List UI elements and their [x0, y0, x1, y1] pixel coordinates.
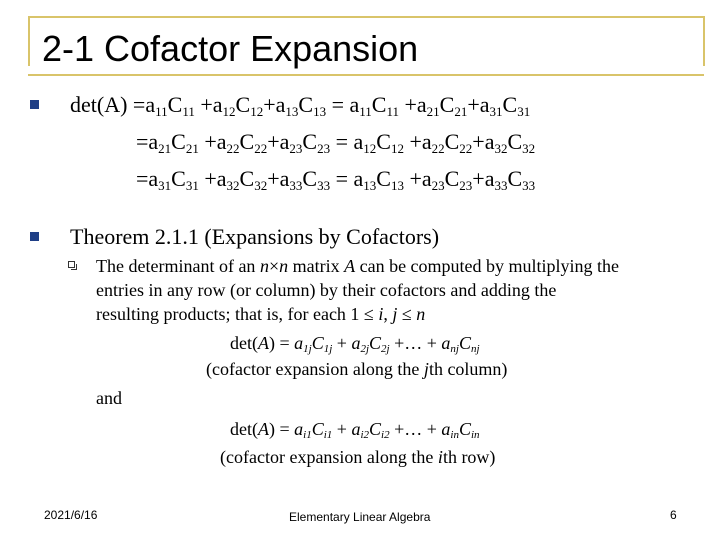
- title-frame-left: [28, 16, 30, 66]
- title-frame-right: [703, 16, 705, 66]
- theorem-text-2: entries in any row (or column) by their cofactors and adding the: [96, 280, 557, 300]
- column-expansion-note: (cofactor expansion along the jth column): [206, 359, 508, 379]
- and-text: and: [96, 388, 122, 408]
- theorem-text-line-3: [96, 302, 425, 326]
- sub-bullet-checkbox-icon: [68, 261, 75, 268]
- slide-title: 2-1 Cofactor Expansion: [42, 28, 419, 69]
- theorem-text-3: resulting products; that is, for each 1 ≤ i, j ≤ n: [96, 304, 426, 324]
- title-underline: [28, 74, 704, 76]
- det-expansion-line-3: [136, 166, 535, 192]
- row-expansion-formula: [230, 418, 480, 440]
- theorem-text-1: The determinant of an n×n matrix A can be computed by multiplying the: [96, 256, 620, 276]
- theorem-text-line-1: [96, 254, 619, 278]
- bullet-square-2: [30, 232, 39, 241]
- det-line-1-text: $\det(A) =a_{11}C_{11} +a_{12}C_{12}+a_{13}C_{13} = a_{11}C_{11} +a_{21}C_{21}+a_{31}C_{31}$: [70, 92, 531, 119]
- footer-title: Elementary Linear Algebra: [289, 510, 431, 524]
- formula-2-text: $\det(A) = a_{i1}C_{i1} + a_{i2}C_{i2}$ +… + $a_{in}C_{in}$: [230, 419, 480, 441]
- column-expansion-formula: [230, 332, 480, 354]
- theorem-text-line-2: [96, 278, 556, 302]
- theorem-heading: Theorem 2.1.1 (Expansions by Cofactors): [70, 224, 440, 249]
- page-number: 6: [670, 508, 677, 522]
- footer-date: 2021/6/16: [44, 508, 98, 522]
- det-expansion-line-2: [136, 129, 535, 155]
- bullet-square-1: [30, 100, 39, 109]
- det-line-3-text: $=a_{31}C_{31} +a_{32}C_{32}+a_{33}C_{33} = a_{13}C_{13} +a_{23}C_{23}+a_{33}C_{33}$: [136, 166, 536, 193]
- formula-1-text: $\det(A) = a_{1j}C_{1j} + a_{2j}C_{2j}$ +… + $a_{nj}C_{nj}$: [230, 333, 480, 355]
- det-expansion-line-1: [70, 92, 530, 118]
- row-expansion-note: (cofactor expansion along the ith row): [220, 447, 496, 467]
- det-line-2-text: $=a_{21}C_{21} +a_{22}C_{22}+a_{23}C_{23} = a_{12}C_{12} +a_{22}C_{22}+a_{32}C_{32}$: [136, 129, 536, 156]
- title-frame-top: [28, 16, 704, 18]
